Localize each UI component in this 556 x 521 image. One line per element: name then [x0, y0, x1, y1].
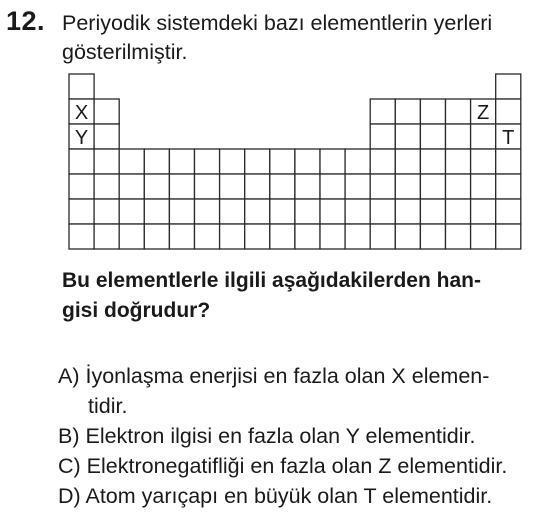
table-cell — [220, 199, 245, 224]
table-cell — [395, 174, 420, 199]
table-cell — [345, 199, 370, 224]
table-cell — [345, 174, 370, 199]
option-b[interactable] — [58, 421, 507, 451]
table-cell — [420, 199, 445, 224]
option-c-text: C) Elektronegatifliği en fazla olan Z elementidir. — [58, 454, 508, 478]
table-cell — [370, 149, 395, 174]
table-cell — [94, 224, 119, 249]
table-cell — [395, 124, 420, 149]
table-cell — [420, 224, 445, 249]
table-cell — [420, 174, 445, 199]
table-cell — [446, 124, 471, 149]
table-cell — [370, 174, 395, 199]
table-cell — [320, 224, 345, 249]
table-cell — [320, 149, 345, 174]
table-cell — [169, 149, 194, 174]
table-cell — [69, 224, 94, 249]
table-cell — [119, 174, 144, 199]
table-cell — [420, 99, 445, 124]
table-cell — [496, 199, 521, 224]
table-cell — [245, 174, 270, 199]
table-cell — [471, 149, 496, 174]
table-cell — [446, 99, 471, 124]
option-a-line-1: A) İyonlaşma enerjisi en fazla olan X elemen- — [58, 364, 490, 388]
table-cell — [420, 149, 445, 174]
table-cell — [119, 199, 144, 224]
table-cell — [69, 149, 94, 174]
table-cell — [270, 149, 295, 174]
option-a-line-2: tidir. — [88, 394, 128, 418]
table-cell — [195, 199, 220, 224]
table-cell — [471, 224, 496, 249]
question-number: 12. — [6, 6, 46, 36]
table-cell — [270, 174, 295, 199]
table-cell — [245, 224, 270, 249]
table-cell — [270, 224, 295, 249]
table-cell — [471, 199, 496, 224]
table-cell — [169, 174, 194, 199]
table-cell — [94, 99, 119, 124]
table-cell — [320, 174, 345, 199]
table-cell — [220, 174, 245, 199]
table-cell — [144, 224, 169, 249]
stem-line-2: gösterilmiştir. — [62, 40, 188, 64]
table-cell — [144, 174, 169, 199]
table-cell — [119, 224, 144, 249]
element-label-z: Z — [477, 102, 490, 124]
table-cell — [395, 224, 420, 249]
table-cell — [370, 124, 395, 149]
element-label-t: T — [502, 127, 515, 149]
option-d-text: D) Atom yarıçapı en büyük olan T elementidir. — [58, 484, 493, 508]
stem-line-1: Periyodik sistemdeki bazı elementlerin yerleri — [62, 11, 493, 35]
answer-options — [58, 361, 507, 511]
table-cell — [295, 174, 320, 199]
element-label-y: Y — [74, 127, 89, 149]
table-cell — [471, 174, 496, 199]
option-d[interactable] — [58, 481, 507, 511]
table-cell — [195, 174, 220, 199]
table-cell — [370, 224, 395, 249]
table-cell — [295, 199, 320, 224]
table-cell — [169, 199, 194, 224]
table-cell — [370, 199, 395, 224]
table-cell — [295, 149, 320, 174]
table-cell — [345, 149, 370, 174]
table-cell — [119, 149, 144, 174]
element-label-x: X — [74, 102, 89, 124]
table-cell — [420, 124, 445, 149]
table-cell — [169, 224, 194, 249]
table-cell — [94, 124, 119, 149]
table-cell — [69, 74, 94, 99]
prompt-line-1: Bu elementlerle ilgili aşağıdakilerden han- — [62, 269, 481, 292]
table-cell — [320, 199, 345, 224]
table-cell — [446, 224, 471, 249]
table-cell — [496, 74, 521, 99]
table-cell — [295, 224, 320, 249]
table-cell — [395, 199, 420, 224]
table-cell — [395, 149, 420, 174]
table-cell — [195, 224, 220, 249]
option-c[interactable] — [58, 451, 507, 481]
table-cell — [496, 224, 521, 249]
option-a[interactable] — [58, 361, 507, 421]
question-prompt — [62, 266, 481, 326]
table-cell — [94, 174, 119, 199]
table-cell — [446, 149, 471, 174]
table-cell — [270, 199, 295, 224]
table-cell — [94, 149, 119, 174]
table-cell — [496, 149, 521, 174]
table-cell — [94, 199, 119, 224]
table-cell — [496, 174, 521, 199]
table-cell — [395, 99, 420, 124]
table-cell — [370, 99, 395, 124]
table-cell — [144, 149, 169, 174]
option-b-text: B) Elektron ilgisi en fazla olan Y elementidir. — [58, 424, 476, 448]
table-cell — [446, 174, 471, 199]
table-cell — [496, 99, 521, 124]
prompt-line-2: gisi doğrudur? — [62, 299, 211, 322]
table-cell — [345, 224, 370, 249]
table-cell — [220, 224, 245, 249]
table-cell — [69, 174, 94, 199]
table-cell — [245, 199, 270, 224]
table-cell — [220, 149, 245, 174]
table-cell — [69, 199, 94, 224]
table-cell — [471, 124, 496, 149]
table-cell — [144, 199, 169, 224]
table-cell — [195, 149, 220, 174]
table-cell — [245, 149, 270, 174]
table-cell — [446, 199, 471, 224]
